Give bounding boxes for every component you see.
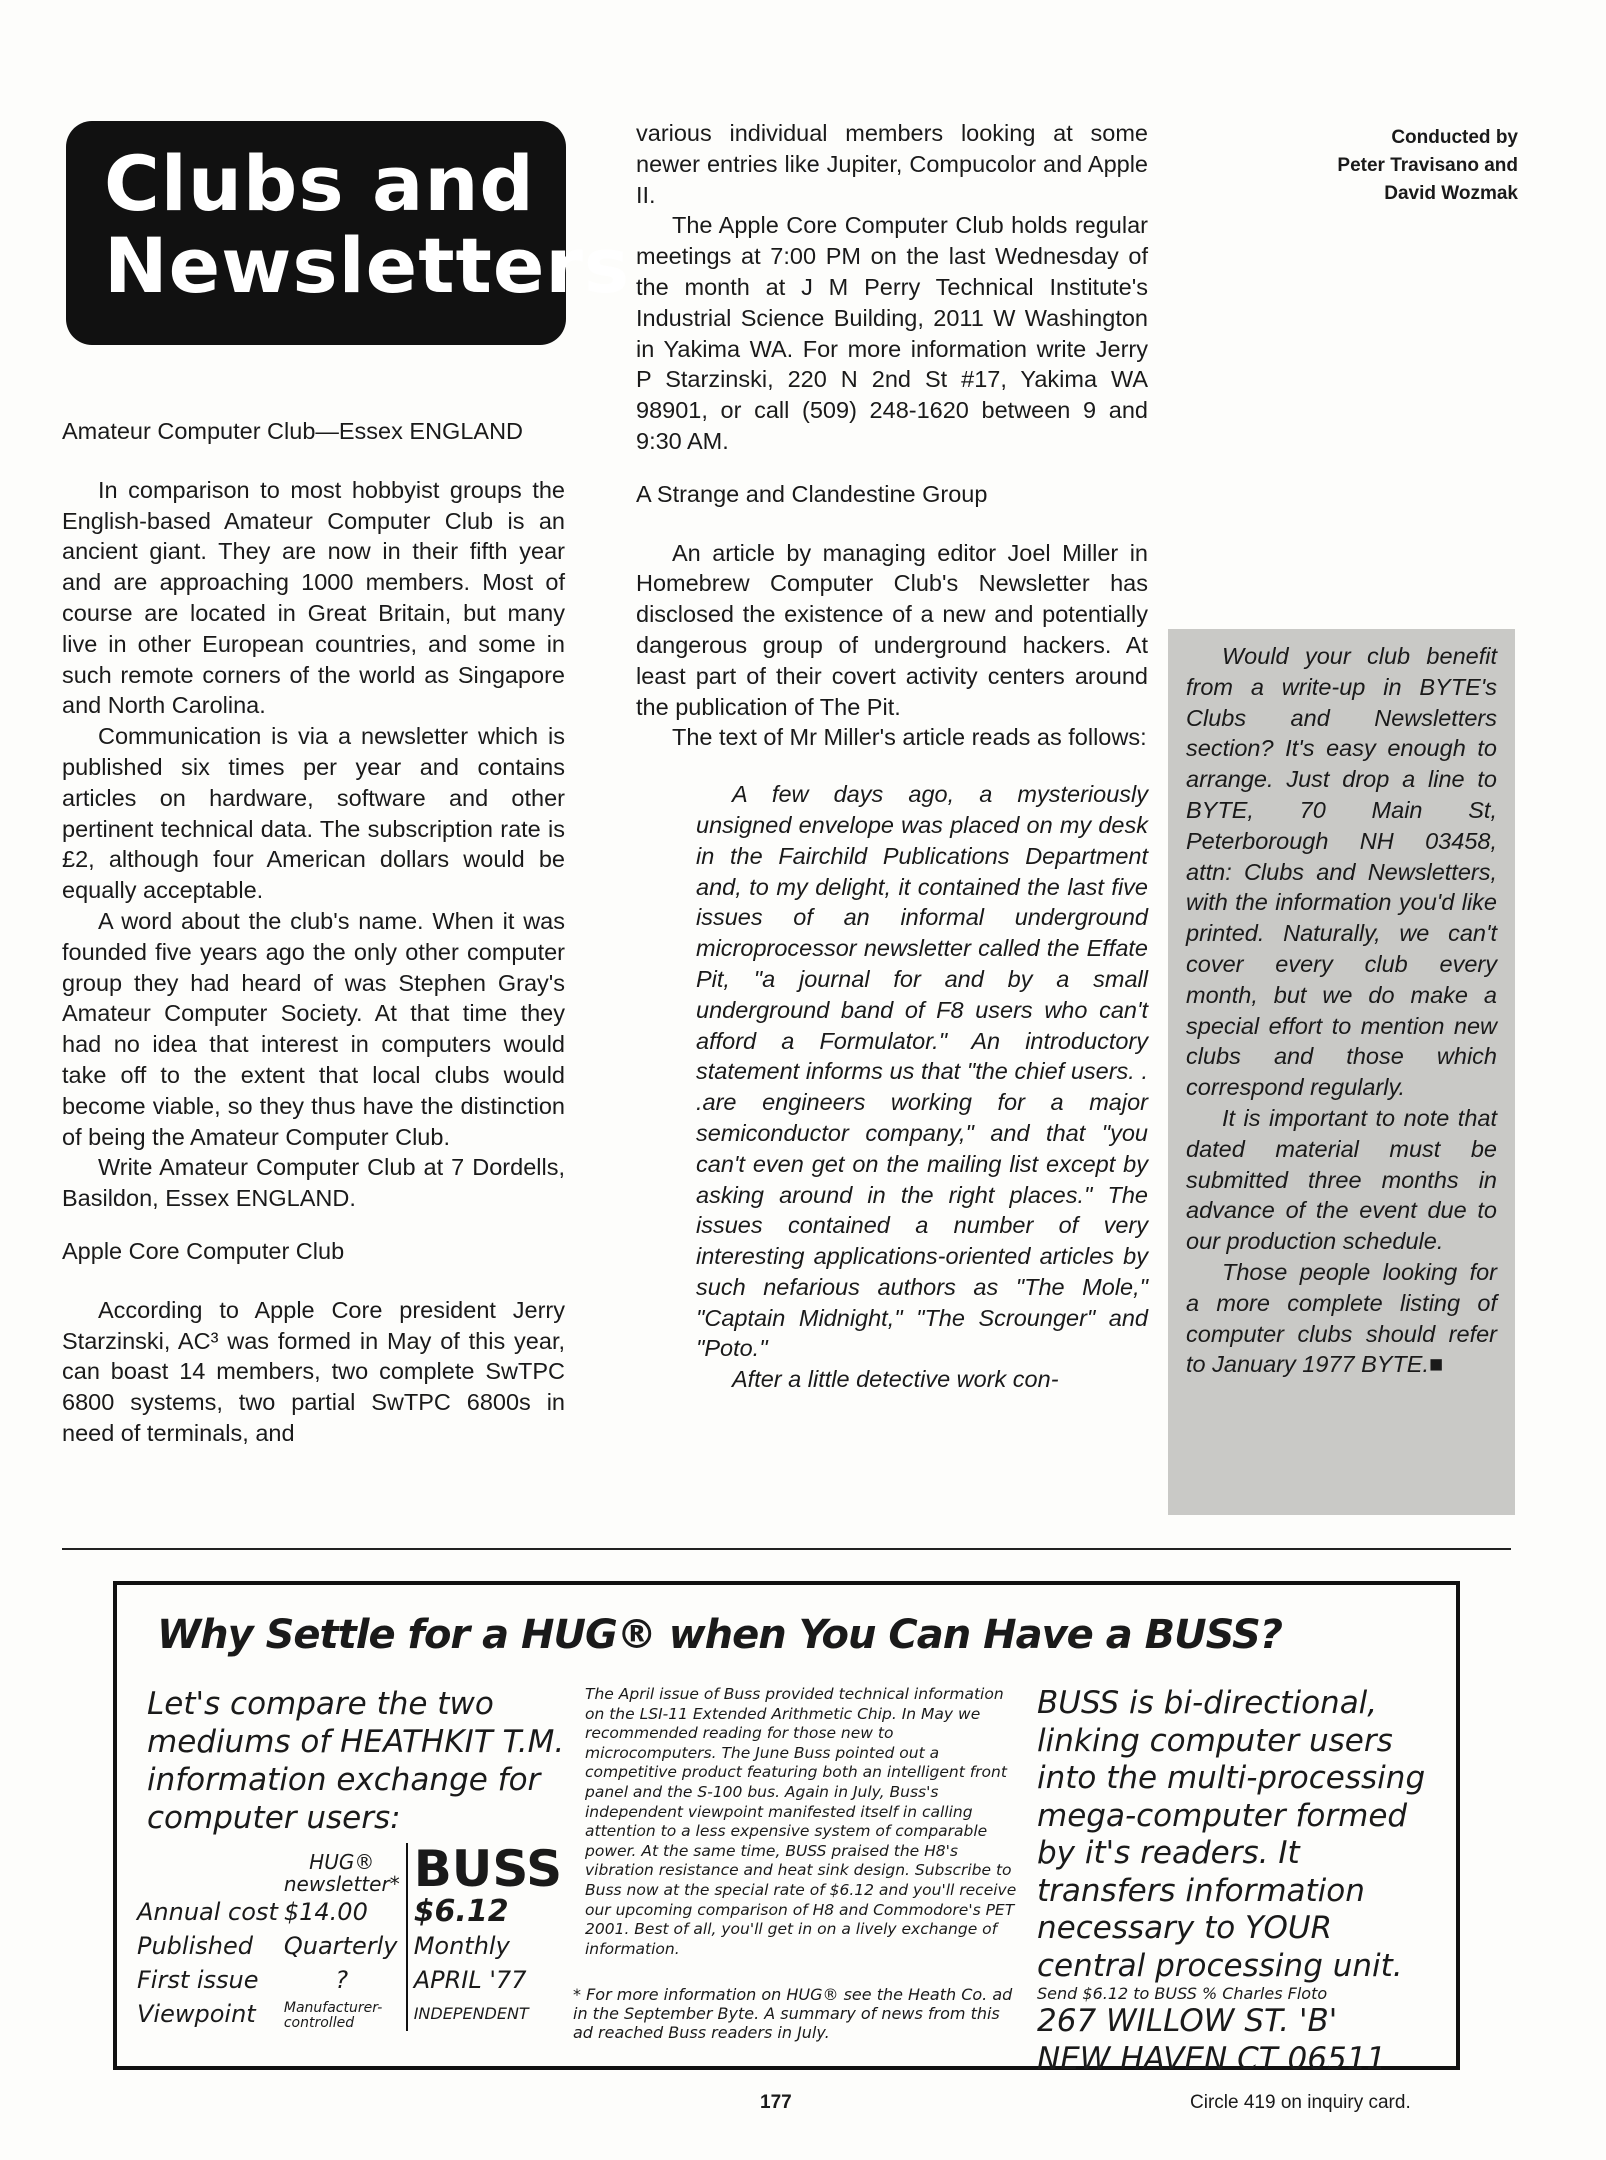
sidebar-paragraph: Would your club benefit from a write-up in BYTE's Clubs and Newsletters section? It's easy enough to arrange. Just drop a line to BYTE, 70 Main St, Peterborough NH 03458, attn: Clubs and Newsletters, with the information you'd like printed. Naturally, we can't cover every club every month, but we do make a special effort to mention new clubs and those which correspond regularly. <box>1186 643 1497 1101</box>
section-logo <box>66 121 631 345</box>
paragraph: An article by managing editor Joel Miller in Homebrew Computer Club's Newsletter has disclosed the existence of a new and potentially dangerous group of underground hackers. At least part of their covert activity centers around the publication of The Pit. <box>636 539 1148 720</box>
ad-title: Why Settle for a HUG® when You Can Have a BUSS? <box>157 1612 1282 1658</box>
ad-right-text: BUSS is bi-directional, linking computer users into the multi-processing mega-computer formed by it's readers. It transfers information necessary to YOUR central processing unit. <box>1037 1685 1426 1984</box>
credits-line: Peter Travisano and <box>1337 155 1518 176</box>
table-row: Annual cost $14.00 $6.12 <box>137 1895 568 1929</box>
block-quote <box>696 779 1148 1395</box>
ad-footnote: * For more information on HUG® see the Heath Co. ad in the September Byte. A summary of news from this ad reached Buss readers in July. <box>573 1985 1013 2042</box>
logo-line-2: Newsletters <box>104 221 631 310</box>
ad-address-1: 267 WILLOW ST. 'B' <box>1037 2003 1338 2039</box>
ad-address-2: NEW HAVEN CT 06511 <box>1037 2040 1387 2077</box>
heading-amateur-computer-club: Amateur Computer Club—Essex ENGLAND <box>62 418 524 444</box>
table-row: Viewpoint Manufacturer-controlled INDEPENDENT <box>137 1997 568 2031</box>
heading-strange-group: A Strange and Clandestine Group <box>636 480 988 507</box>
credits <box>1337 124 1518 208</box>
ad-send-line: Send $6.12 to BUSS % Charles Floto <box>1037 1984 1328 2003</box>
divider <box>62 1548 1511 1550</box>
quote-paragraph: A few days ago, a mysteriously unsigned envelope was placed on my desk in the Fairchild Publications Department and, to my delight, it contained the last five issues of an informal underground microprocessor newsletter called the Effate Pit, "a journal for and by a small underground band of F8 users who can't afford a Formulator." An introductory statement informs us that "the chief users. . .are engineers working for a major semiconductor company," and that "you can't even get on the mailing list except by asking around in the right places." The issues contained a number of very interesting applications-oriented articles by such nefarious authors as "The Mole," "Captain Midnight," "The Scrounger" and "Poto." <box>696 781 1148 1362</box>
paragraph: The Apple Core Computer Club holds regular meetings at 7:00 PM on the last Wednesday of the month at J M Perry Technical Institute's Industrial Science Building, 2011 W Washington in Yakima WA. For more information write Jerry P Starzinski, 220 N 2nd St #17, Yakima WA 98901, or call (509) 248-1620 between 9 and 9:30 AM. <box>636 212 1148 454</box>
credits-line: Conducted by <box>1391 127 1518 148</box>
hug-header: HUG® newsletter* <box>283 1850 400 1896</box>
ad-body-text: The April issue of Buss provided technical information on the LSI-11 Extended Arithmetic Chip. In May we recommended reading for those new to microcomputers. The June Buss pointed out a competitive product featuring both an intelligent front panel and the S-100 bus. Again in July, Buss's independent viewpoint manifested itself in calling attention to a less expensive system of comparable power. At the same time, BUSS praised the H8's vibration resistance and heat sink design. Subscribe to Buss now at the special rate of $6.12 and you'll receive our upcoming comparison of H8 and Commodore's PET 2001. Best of all, you'll get in on a lively exchange of information. <box>585 1685 1017 1958</box>
quote-paragraph: After a little detective work con- <box>732 1366 1059 1393</box>
sidebar-box <box>1168 629 1515 1515</box>
heading-apple-core: Apple Core Computer Club <box>62 1237 345 1264</box>
table-header <box>137 1843 568 1895</box>
logo-line-1: Clubs and <box>104 139 535 228</box>
paragraph: A word about the club's name. When it was founded five years ago the only other computer group they had heard of was Stephen Gray's Amateur Computer Society. At that time they had no idea that interest in computers would take off to the extent that local clubs would become viable, so they thus have the distinction of being the Amateur Computer Club. <box>62 907 565 1150</box>
credits-line: David Wozmak <box>1384 183 1518 204</box>
page-number: 177 <box>760 2092 792 2113</box>
paragraph: Write Amateur Computer Club at 7 Dordells, Basildon, Essex ENGLAND. <box>62 1154 565 1212</box>
paragraph: Communication is via a newsletter which is published six times per year and contains articles on hardware, software and other pertinent technical data. The subscription rate is £2, although four American dollars would be equally acceptable. <box>62 723 565 904</box>
paragraph: According to Apple Core president Jerry Starzinski, AC³ was formed in May of this year, can boast 14 members, two complete SwTPC 6800 systems, two partial SwTPC 6800s in need of terminals, and <box>62 1296 565 1446</box>
buss-header: BUSS <box>407 1843 569 1895</box>
table-row: Published Quarterly Monthly <box>137 1929 568 1963</box>
paragraph: various individual members looking at some newer entries like Jupiter, Compucolor and Apple II. <box>636 120 1148 208</box>
paragraph: The text of Mr Miller's article reads as follows: <box>672 724 1147 751</box>
sidebar-paragraph: It is important to note that dated material must be submitted three months in advance of the event due to our production schedule. <box>1186 1104 1497 1255</box>
ad-intro: Let's compare the two mediums of HEATHKIT T.M. information exchange for computer users: <box>147 1686 565 1836</box>
paragraph: In comparison to most hobbyist groups the English-based Amateur Computer Club is an ancient giant. They are now in their fifth year and are approaching 1000 members. Most of course are located in Great Britain, but many live in other European countries, and some in such remote corners of the world as Singapore and North Carolina. <box>62 476 565 719</box>
ad-right-column <box>1037 1685 1447 2078</box>
buss-advertisement <box>113 1581 1460 2077</box>
sidebar-paragraph: Those people looking for a more complete listing of computer clubs should refer to January 1977 BYTE.■ <box>1186 1258 1497 1378</box>
comparison-table <box>137 1840 568 2031</box>
table-row: First issue ? APRIL '77 <box>137 1963 568 1997</box>
inquiry-note: Circle 419 on inquiry card. <box>1190 2092 1411 2113</box>
column-2 <box>636 118 1148 1395</box>
column-1 <box>62 416 565 1449</box>
